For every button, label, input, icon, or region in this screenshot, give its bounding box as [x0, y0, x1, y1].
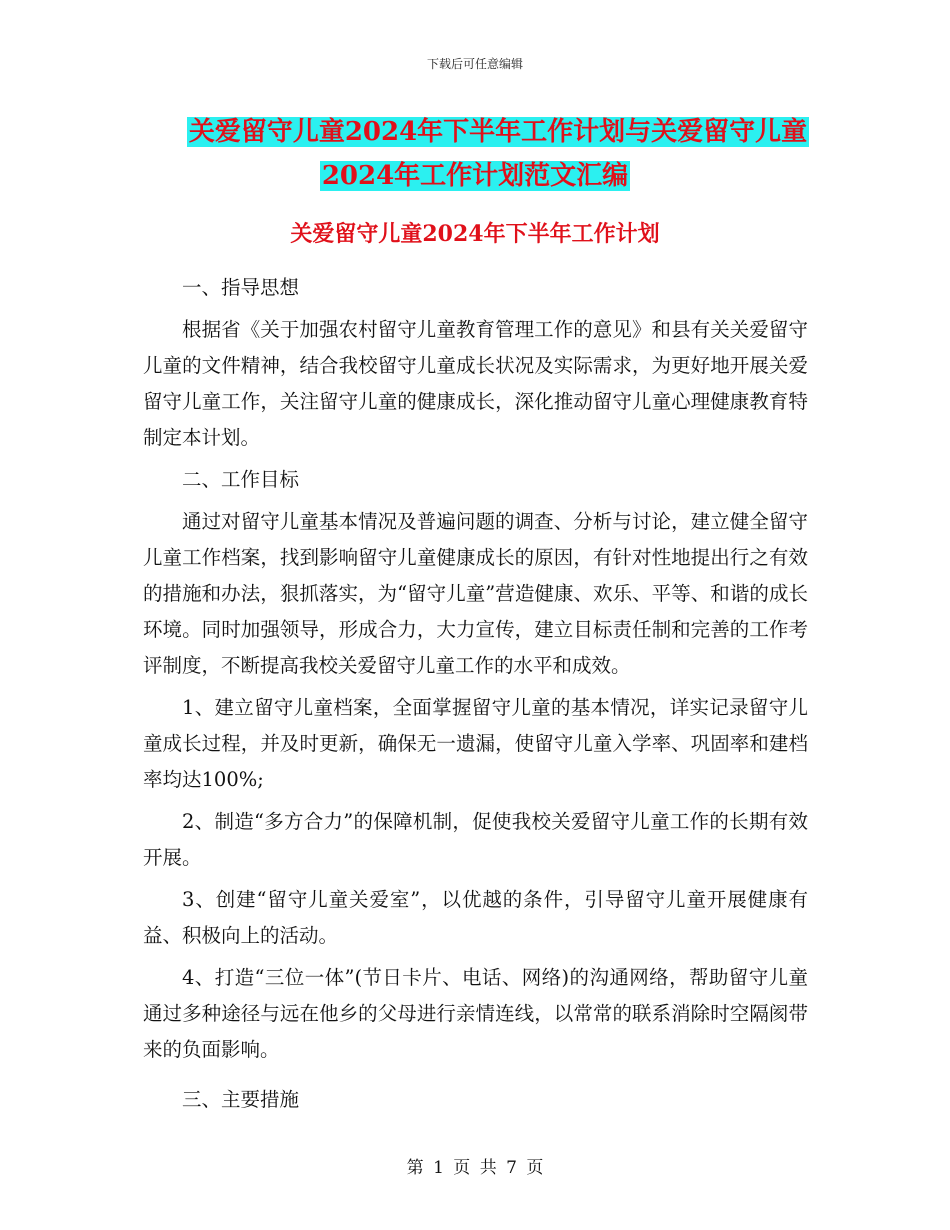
- paragraph-work-goals: 通过对留守儿童基本情况及普遍问题的调查、分析与讨论，建立健全留守儿童工作档案，找到影响留守儿童健康成长的原因，有针对性地提出行之有效的措施和办法，狠抓落实，为“留守儿童”营造健康、欢乐、平等、和谐的成长环境。同时加强领导，形成合力，大力宣传，建立目标责任制和完善的工作考评制度，不断提高我校关爱留守儿童工作的水平和成效。: [143, 510, 808, 677]
- title-highlight-1: 关爱留守儿童2024年下半年工作计划与关爱留守儿童: [188, 117, 808, 147]
- header-note: 下载后可任意编辑: [426, 57, 523, 71]
- goal-item-2: 2、制造“多方合力”的保障机制，促使我校关爱留守儿童工作的长期有效开展。: [143, 810, 808, 869]
- document-body: [143, 270, 808, 1118]
- heading-guiding-ideology: 一、指导思想: [182, 276, 300, 299]
- goal-item-1: 1、建立留守儿童档案，全面掌握留守儿童的基本情况，详实记录留守儿童成长过程，并及时更新，确保无一遗漏，使留守儿童入学率、巩固率和建档率均达100%;: [143, 696, 808, 791]
- section-title: 关爱留守儿童2024年下半年工作计划: [290, 221, 660, 247]
- page-footer: 第 1 页 共 7 页: [406, 1158, 544, 1178]
- heading-main-measures: 三、主要措施: [182, 1088, 300, 1111]
- document-title-line-1: [0, 114, 950, 150]
- heading-work-goals: 二、工作目标: [182, 468, 300, 491]
- title-highlight-2: 2024年工作计划范文汇编: [321, 161, 629, 191]
- goal-item-4: 4、打造“三位一体”(节日卡片、电话、网络)的沟通网络，帮助留守儿童通过多种途径与远在他乡的父母进行亲情连线，以常常的联系消除时空隔阂带来的负面影响。: [143, 966, 808, 1061]
- paragraph-guiding-ideology: 根据省《关于加强农村留守儿童教育管理工作的意见》和县有关关爱留守儿童的文件精神，结合我校留守儿童成长状况及实际需求，为更好地开展关爱留守儿童工作，关注留守儿童的健康成长，深化推动留守儿童心理健康教育特制定本计划。: [143, 318, 808, 449]
- document-title-line-2: [0, 158, 950, 194]
- goal-item-3: 3、创建“留守儿童关爱室”，以优越的条件，引导留守儿童开展健康有益、积极向上的活动。: [143, 888, 808, 947]
